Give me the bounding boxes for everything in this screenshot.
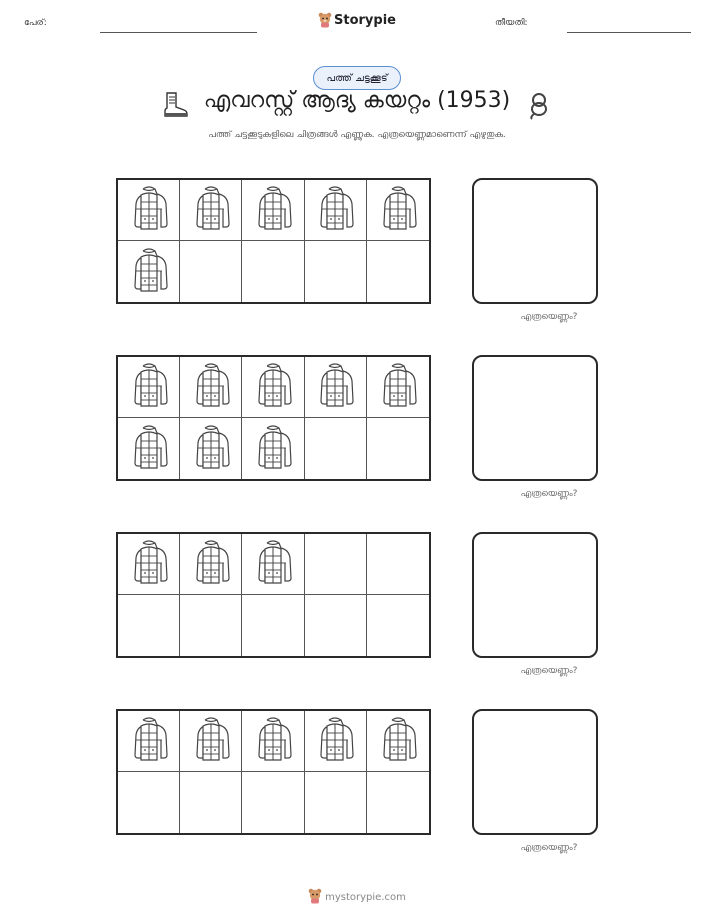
jacket-icon — [191, 362, 231, 412]
ten-frame — [116, 178, 431, 304]
frame-cell — [118, 711, 180, 772]
date-label: തീയതി: — [495, 18, 528, 28]
how-many-prompt: എത്രയെണ്ണം? — [520, 843, 578, 853]
name-label: പേര്: — [24, 18, 47, 28]
frame-cell — [305, 595, 367, 656]
frame-cell — [180, 241, 242, 302]
frame-cell — [118, 241, 180, 302]
jacket-icon — [253, 716, 293, 766]
jacket-icon — [191, 424, 231, 474]
frame-cell — [242, 241, 304, 302]
frame-cell — [242, 772, 304, 833]
frame-cell — [367, 595, 429, 656]
how-many-prompt: എത്രയെണ്ണം? — [520, 666, 578, 676]
frame-cell — [305, 180, 367, 241]
frame-cell — [367, 772, 429, 833]
brand-name: Storypie — [334, 13, 396, 28]
ten-frame — [116, 709, 431, 835]
footer-url: mystorypie.com — [325, 892, 406, 903]
frame-cell — [242, 180, 304, 241]
jacket-icon — [253, 424, 293, 474]
frame-cell — [180, 595, 242, 656]
jacket-icon — [191, 185, 231, 235]
jacket-icon — [129, 539, 169, 589]
jacket-icon — [315, 185, 355, 235]
footer — [0, 888, 714, 907]
answer-box[interactable] — [472, 532, 598, 658]
frame-cell — [118, 357, 180, 418]
frame-cell — [305, 357, 367, 418]
brand-logo — [0, 12, 714, 32]
frame-cell — [305, 534, 367, 595]
frame-cell — [367, 357, 429, 418]
frame-cell — [242, 418, 304, 479]
jacket-icon — [191, 716, 231, 766]
frame-cell — [242, 357, 304, 418]
frame-cell — [367, 180, 429, 241]
jacket-icon — [253, 185, 293, 235]
jacket-icon — [129, 716, 169, 766]
ten-frame — [116, 355, 431, 481]
worksheet-title: എവറസ്റ്റ് ആദ്യ കയറ്റം (1953) — [203, 88, 511, 113]
answer-box[interactable] — [472, 355, 598, 481]
frame-cell — [180, 418, 242, 479]
answer-box[interactable] — [472, 709, 598, 835]
frame-cell — [305, 711, 367, 772]
frame-cell — [180, 711, 242, 772]
frame-cell — [305, 418, 367, 479]
jacket-icon — [315, 362, 355, 412]
jacket-icon — [378, 716, 418, 766]
frame-cell — [118, 595, 180, 656]
frame-cell — [118, 772, 180, 833]
jacket-icon — [253, 539, 293, 589]
name-line[interactable] — [100, 32, 257, 33]
frame-cell — [305, 241, 367, 302]
frame-cell — [118, 534, 180, 595]
frame-cell — [242, 534, 304, 595]
frame-cell — [180, 357, 242, 418]
frame-cell — [242, 595, 304, 656]
jacket-icon — [129, 185, 169, 235]
how-many-prompt: എത്രയെണ്ണം? — [520, 489, 578, 499]
frame-cell — [118, 418, 180, 479]
frame-cell — [180, 772, 242, 833]
bear-logo-icon — [308, 888, 322, 907]
jacket-icon — [378, 362, 418, 412]
how-many-prompt: എത്രയെണ്ണം? — [520, 312, 578, 322]
frame-cell — [305, 772, 367, 833]
jacket-icon — [315, 716, 355, 766]
instructions: പത്ത് ചട്ടക്കൂടുകളിലെ ചിത്രങ്ങൾ എണ്ണുക. എത്രയെണ്ണമാണെന്ന് എഴുതുക. — [208, 130, 506, 140]
ten-frame — [116, 532, 431, 658]
jacket-icon — [191, 539, 231, 589]
frame-cell — [118, 180, 180, 241]
frame-cell — [367, 711, 429, 772]
date-line[interactable] — [567, 32, 691, 33]
jacket-icon — [129, 247, 169, 297]
frame-cell — [180, 180, 242, 241]
jacket-icon — [129, 424, 169, 474]
frame-cell — [367, 534, 429, 595]
jacket-icon — [378, 185, 418, 235]
frame-cell — [367, 418, 429, 479]
activity-badge: പത്ത് ചട്ടക്കൂട് — [313, 66, 401, 90]
jacket-icon — [129, 362, 169, 412]
rope-icon — [526, 90, 552, 124]
answer-box[interactable] — [472, 178, 598, 304]
bear-logo-icon — [318, 12, 332, 32]
jacket-icon — [253, 362, 293, 412]
frame-cell — [180, 534, 242, 595]
frame-cell — [242, 711, 304, 772]
frame-cell — [367, 241, 429, 302]
